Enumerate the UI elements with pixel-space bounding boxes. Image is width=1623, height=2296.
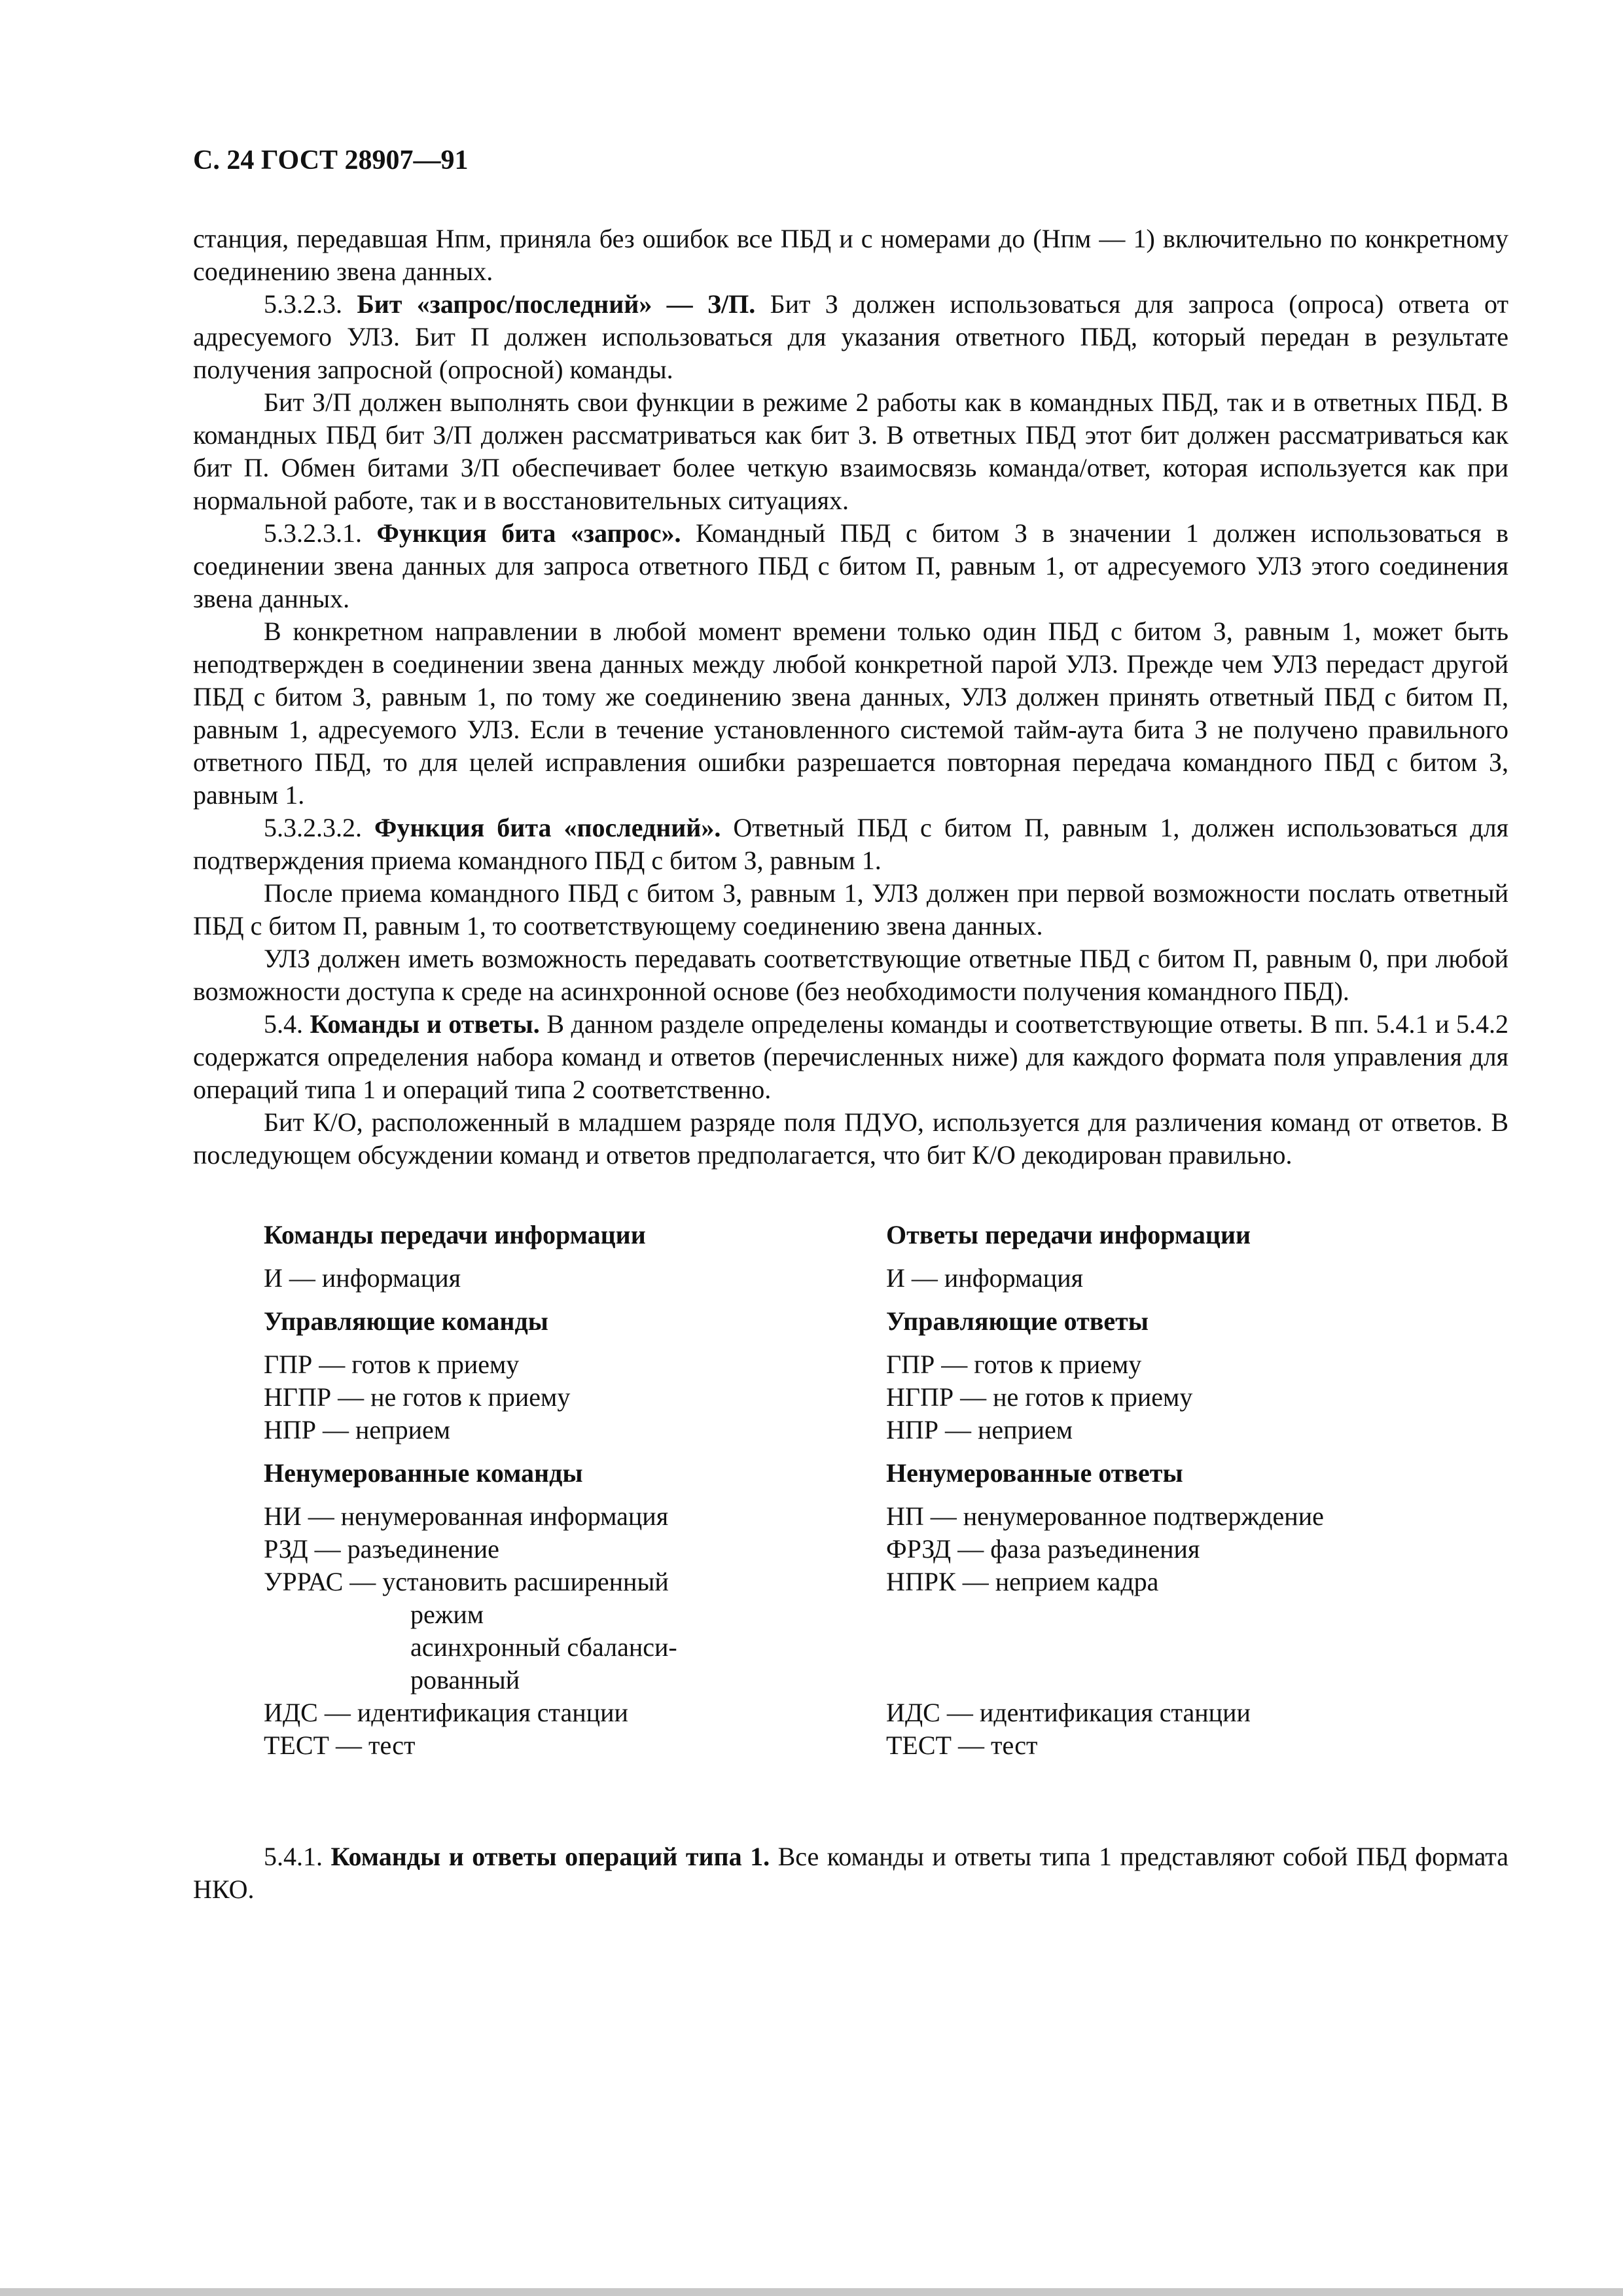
list-item: ИДС — идентификация станции <box>264 1698 628 1728</box>
responses-column <box>886 1219 1508 1762</box>
paragraph-5-4-1 <box>193 1840 1508 1906</box>
section-title: Команды и ответы. <box>310 1009 540 1039</box>
list-item: УРРАС — установить расширенный <box>264 1567 669 1597</box>
list-item: ФРЗД — фаза разъединения <box>886 1534 1200 1564</box>
list-heading: Ответы передачи информации <box>886 1220 1251 1250</box>
paragraph <box>193 942 1508 1008</box>
list-item-continuation: асинхронный сбаланси- <box>410 1632 677 1662</box>
list-item: ТЕСТ — тест <box>264 1731 416 1761</box>
list-heading: Команды передачи информации <box>264 1220 646 1250</box>
list-spacer <box>886 1598 1508 1696</box>
paragraph-5-3-2-3 <box>193 288 1508 386</box>
paragraph <box>193 615 1508 812</box>
list-item: НП — ненумерованное подтверждение <box>886 1501 1324 1532</box>
paragraph-text: Бит З/П должен выполнять свои функции в режиме 2 работы как в командных ПБД, так и в ответных ПБД. В командных ПБД бит З/П должен рассматриваться как бит З. В ответных ПБД этот бит должен рассматриваться как бит П. Обмен битами З/П обеспечивает более четкую взаимосвязь команда/ответ, которая используется как при нормальной работе, так и в восстановительных ситуациях. <box>193 387 1508 516</box>
section-number: 5.4.1. <box>264 1842 323 1872</box>
commands-column <box>264 1219 886 1762</box>
final-section <box>193 1840 1508 1906</box>
section-number: 5.3.2.3.1. <box>264 518 362 548</box>
paragraph-text: Бит З должен использоваться для запроса (опроса) ответа от адресуемого УЛЗ. Бит П должен использоваться для указания ответного ПБД, который передан в результате получения запросной (опросной) команды. <box>193 289 1509 385</box>
commands-responses-lists <box>193 1219 1508 1762</box>
list-item: НПР — неприем <box>886 1415 1073 1445</box>
section-number: 5.3.2.3. <box>264 289 342 319</box>
viewer-bottom-bar <box>0 2288 1623 2296</box>
paragraph-text: В данном разделе определены команды и соответствующие ответы. В пп. 5.4.1 и 5.4.2 содержатся определения набора команд и ответов (перечисленных ниже) для каждого формата поля управления для операций типа 1 и операций типа 2 соответственно. <box>193 1009 1509 1105</box>
paragraph-text: Командный ПБД с битом З в значении 1 должен использоваться в соединении звена данных для запроса ответного ПБД с битом П, равным 1, от адресуемого УЛЗ этого соединения звена данных. <box>193 518 1509 614</box>
paragraph-text: В конкретном направлении в любой момент времени только один ПБД с битом З, равным 1, может быть неподтвержден в соединении звена данных между любой конкретной парой УЛЗ. Прежде чем УЛЗ передаст другой ПБД с битом З, равным 1, по тому же соединению звена данных, УЛЗ должен принять ответный ПБД с битом П, равным 1, адресуемого УЛЗ. Если в течение установленного системой тайм-аута бита З не получено правильного ответного ПБД, то для целей исправления ошибки разрешается повторная передача командного ПБД с битом З, равным 1. <box>193 617 1508 810</box>
list-item: ТЕСТ — тест <box>886 1731 1038 1761</box>
list-item: ГПР — готов к приему <box>886 1350 1142 1380</box>
paragraph <box>193 877 1508 942</box>
paragraph-text: УЛЗ должен иметь возможность передавать соответствующие ответные ПБД с битом П, равным 0, при любой возможности доступа к среде на асинхронной основе (без необходимости получения командного ПБД). <box>193 944 1508 1007</box>
paragraph-text: станция, передавшая Нпм, приняла без ошибок все ПБД и с номерами до (Нпм — 1) включительно по конкретному соединению звена данных. <box>193 224 1508 287</box>
list-heading: Ненумерованные команды <box>264 1458 583 1488</box>
list-item: НПР — неприем <box>264 1415 451 1445</box>
paragraph-text: Бит К/О, расположенный в младшем разряде поля ПДУО, используется для различения команд от ответов. В последующем обсуждении команд и ответов предполагается, что бит К/О декодирован правильно. <box>193 1107 1508 1170</box>
list-heading: Управляющие команды <box>264 1306 548 1336</box>
document-page <box>193 144 1508 1906</box>
paragraph <box>193 1106 1508 1172</box>
list-item: НИ — ненумерованная информация <box>264 1501 669 1532</box>
list-item: И — информация <box>264 1263 461 1293</box>
paragraph <box>193 386 1508 517</box>
section-title: Команды и ответы операций типа 1. <box>330 1842 770 1872</box>
section-number: 5.3.2.3.2. <box>264 813 362 843</box>
section-title: Функция бита «запрос». <box>376 518 681 548</box>
list-item-continuation: рованный <box>410 1665 520 1695</box>
list-heading: Ненумерованные ответы <box>886 1458 1183 1488</box>
list-item: НПРК — неприем кадра <box>886 1567 1159 1597</box>
body-text <box>193 223 1508 1172</box>
section-number: 5.4. <box>264 1009 303 1039</box>
paragraph-text: Все команды и ответы типа 1 представляют собой ПБД формата НКО. <box>193 1842 1509 1905</box>
paragraph-text: Ответный ПБД с битом П, равным 1, должен использоваться для подтверждения приема командного ПБД с битом З, равным 1. <box>193 813 1508 876</box>
list-item: НГПР — не готов к приему <box>264 1382 571 1412</box>
paragraph-5-3-2-3-2 <box>193 812 1508 877</box>
list-item: НГПР — не готов к приему <box>886 1382 1193 1412</box>
list-heading: Управляющие ответы <box>886 1306 1149 1336</box>
paragraph-text: После приема командного ПБД с битом З, равным 1, УЛЗ должен при первой возможности послать ответный ПБД с битом П, равным 1, то соответствующему соединению звена данных. <box>193 878 1508 941</box>
paragraph-5-4 <box>193 1008 1508 1106</box>
page-header: С. 24 ГОСТ 28907—91 <box>193 145 469 175</box>
list-item: ИДС — идентификация станции <box>886 1698 1251 1728</box>
paragraph <box>193 223 1508 288</box>
list-item: ГПР — готов к приему <box>264 1350 520 1380</box>
section-title: Бит «запрос/последний» — З/П. <box>357 289 756 319</box>
list-item-continuation: режим <box>410 1600 484 1630</box>
list-item: РЗД — разъединение <box>264 1534 499 1564</box>
section-title: Функция бита «последний». <box>374 813 721 843</box>
list-item: И — информация <box>886 1263 1084 1293</box>
paragraph-5-3-2-3-1 <box>193 517 1508 615</box>
